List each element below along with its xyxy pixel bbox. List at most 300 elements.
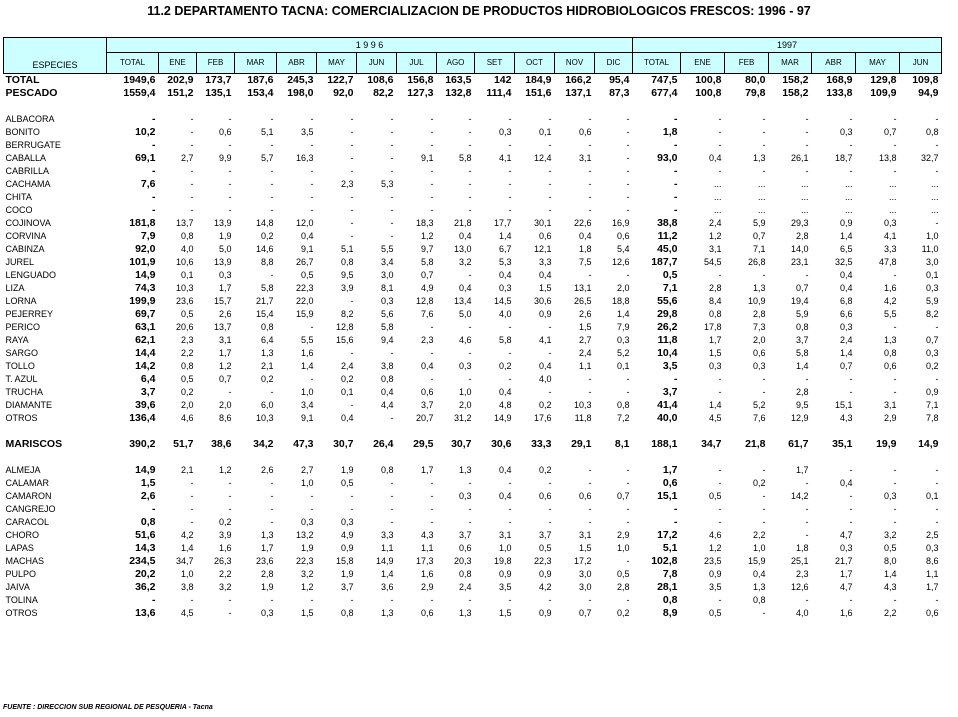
- value-cell: -: [548, 192, 552, 202]
- value-cell: -: [849, 140, 853, 150]
- value-cell: 35,1: [832, 438, 853, 450]
- value-cell: 3,5: [498, 582, 512, 592]
- value-cell: -: [270, 387, 274, 397]
- value-cell: 2,2: [883, 608, 897, 618]
- value-cell: 156,8: [407, 74, 434, 86]
- value-cell: 19,9: [876, 438, 897, 450]
- species-row: [4, 386, 942, 399]
- value-cell: -: [718, 270, 722, 280]
- value-cell: 2,9: [616, 530, 630, 540]
- value-cell: -: [935, 478, 939, 488]
- value-cell: 187,6: [247, 74, 274, 86]
- value-cell: -: [468, 270, 472, 280]
- value-cell: 0,3: [380, 296, 394, 306]
- value-cell: 11,8: [574, 413, 592, 423]
- value-cell: 129,8: [870, 74, 897, 86]
- value-cell: 33,3: [531, 438, 552, 450]
- value-cell: -: [718, 465, 722, 475]
- value-cell: 23,6: [175, 296, 194, 306]
- value-cell: -: [152, 139, 156, 151]
- value-cell: -: [152, 191, 156, 203]
- value-cell: 9,1: [300, 413, 314, 423]
- value-cell: 8,6: [218, 413, 232, 423]
- value-cell: 0,4: [498, 270, 512, 280]
- value-cell: -: [893, 166, 897, 176]
- value-cell: -: [626, 179, 630, 189]
- value-cell: 1,7: [925, 582, 939, 592]
- species-name: CABRILLA: [5, 166, 50, 176]
- value-cell: -: [228, 478, 232, 488]
- value-cell: 7,1: [925, 400, 939, 410]
- value-cell: 10,3: [573, 400, 592, 410]
- value-cell: -: [548, 140, 552, 150]
- value-cell: 92,0: [135, 243, 156, 255]
- value-cell: -: [468, 517, 472, 527]
- value-cell: 4,1: [538, 335, 552, 345]
- value-cell: 677,4: [651, 87, 678, 99]
- data-table: [3, 37, 942, 620]
- value-cell: -: [588, 478, 592, 488]
- value-cell: 0,1: [180, 270, 194, 280]
- value-cell: -: [893, 322, 897, 332]
- value-cell: -: [350, 400, 354, 410]
- value-cell: ...: [888, 205, 897, 215]
- value-cell: 158,2: [782, 87, 809, 99]
- species-name: TOLINA: [5, 595, 38, 605]
- value-cell: -: [508, 374, 512, 384]
- value-cell: 1,6: [420, 569, 434, 579]
- value-cell: -: [390, 127, 394, 137]
- value-cell: -: [190, 517, 194, 527]
- species-row: [4, 412, 942, 425]
- value-cell: 1,0: [458, 387, 472, 397]
- value-cell: 1,7: [708, 335, 722, 345]
- species-row: [4, 607, 942, 620]
- value-cell: -: [762, 140, 766, 150]
- value-cell: 21,7: [255, 296, 274, 306]
- column-header: TOTAL: [107, 53, 159, 74]
- value-cell: 34,2: [253, 438, 274, 450]
- value-cell: 5,0: [458, 309, 472, 319]
- value-cell: -: [310, 595, 314, 605]
- value-cell: -: [310, 205, 314, 215]
- value-cell: 14,4: [135, 347, 156, 359]
- value-cell: 22,0: [295, 296, 314, 306]
- value-cell: -: [762, 270, 766, 280]
- value-cell: 0,4: [498, 491, 512, 501]
- value-cell: -: [762, 504, 766, 514]
- value-cell: 0,9: [708, 569, 722, 579]
- value-cell: 0,3: [458, 361, 472, 371]
- value-cell: 0,3: [839, 322, 853, 332]
- value-cell: 0,3: [498, 127, 512, 137]
- value-cell: 30,7: [451, 438, 472, 450]
- value-cell: 2,6: [578, 309, 592, 319]
- value-cell: -: [893, 374, 897, 384]
- value-cell: -: [893, 140, 897, 150]
- value-cell: 34,7: [701, 438, 722, 450]
- value-cell: 101,9: [129, 256, 156, 268]
- species-name: PESCADO: [5, 87, 58, 99]
- value-cell: 100,8: [695, 74, 722, 86]
- value-cell: 2,0: [752, 335, 766, 345]
- header-year-1996: 1 9 9 6: [107, 38, 633, 53]
- value-cell: 4,5: [180, 608, 194, 618]
- value-cell: -: [350, 296, 354, 306]
- value-cell: 1,9: [340, 569, 354, 579]
- value-cell: 25,1: [790, 556, 809, 566]
- value-cell: 2,8: [795, 387, 809, 397]
- value-cell: 127,3: [407, 87, 434, 99]
- value-cell: 4,7: [839, 582, 853, 592]
- value-cell: 54,5: [703, 257, 722, 267]
- value-cell: 0,3: [300, 517, 314, 527]
- value-cell: 7,8: [662, 568, 678, 580]
- value-cell: 4,4: [380, 400, 394, 410]
- value-cell: 4,3: [420, 530, 434, 540]
- species-row: [4, 139, 942, 152]
- value-cell: 0,5: [538, 543, 552, 553]
- species-name: COCO: [5, 205, 33, 215]
- value-cell: ...: [930, 179, 939, 189]
- value-cell: -: [390, 348, 394, 358]
- species-row: [4, 516, 942, 529]
- value-cell: 5,8: [498, 335, 512, 345]
- value-cell: -: [468, 595, 472, 605]
- value-cell: -: [626, 114, 630, 124]
- species-name: CALAMAR: [5, 478, 50, 488]
- value-cell: -: [430, 517, 434, 527]
- value-cell: 17,7: [493, 218, 512, 228]
- value-cell: 1,5: [578, 543, 592, 553]
- value-cell: -: [190, 192, 194, 202]
- value-cell: 8,1: [614, 438, 630, 450]
- value-cell: -: [390, 166, 394, 176]
- value-cell: -: [270, 491, 274, 501]
- value-cell: 8,4: [708, 296, 722, 306]
- value-cell: 0,3: [708, 361, 722, 371]
- value-cell: 132,8: [445, 87, 472, 99]
- value-cell: 14,0: [790, 244, 809, 254]
- value-cell: 0,3: [340, 517, 354, 527]
- value-cell: 0,7: [925, 335, 939, 345]
- value-cell: -: [508, 205, 512, 215]
- value-cell: -: [508, 478, 512, 488]
- value-cell: 7,1: [752, 244, 766, 254]
- value-cell: 4,6: [458, 335, 472, 345]
- species-name: LIZA: [5, 283, 25, 293]
- value-cell: 14,2: [790, 491, 809, 501]
- value-cell: 1,6: [839, 608, 853, 618]
- value-cell: -: [310, 374, 314, 384]
- value-cell: 0,4: [839, 283, 853, 293]
- value-cell: 23,6: [255, 556, 274, 566]
- value-cell: 13,6: [135, 607, 156, 619]
- value-cell: 12,1: [533, 244, 552, 254]
- value-cell: -: [152, 204, 156, 216]
- value-cell: 6,0: [260, 400, 274, 410]
- value-cell: -: [350, 114, 354, 124]
- value-cell: -: [718, 166, 722, 176]
- value-cell: 1,3: [883, 335, 897, 345]
- value-cell: 153,4: [247, 87, 274, 99]
- value-cell: 26,3: [213, 556, 232, 566]
- value-cell: 0,8: [883, 348, 897, 358]
- value-cell: 3,5: [300, 127, 314, 137]
- value-cell: 12,8: [335, 322, 354, 332]
- column-header: JUN: [900, 53, 942, 74]
- value-cell: 0,6: [925, 608, 939, 618]
- value-cell: 0,2: [538, 400, 552, 410]
- value-cell: 5,5: [380, 244, 394, 254]
- value-cell: -: [468, 179, 472, 189]
- species-name: CABINZA: [5, 244, 45, 254]
- value-cell: -: [190, 127, 194, 137]
- value-cell: -: [548, 595, 552, 605]
- value-cell: 5,0: [218, 244, 232, 254]
- value-cell: -: [935, 374, 939, 384]
- value-cell: 1,4: [380, 569, 394, 579]
- value-cell: 1,6: [300, 348, 314, 358]
- value-cell: -: [805, 374, 809, 384]
- value-cell: 13,0: [453, 244, 472, 254]
- value-cell: -: [626, 556, 630, 566]
- value-cell: 0,4: [538, 361, 552, 371]
- value-cell: 4,6: [708, 530, 722, 540]
- value-cell: 0,2: [260, 231, 274, 241]
- species-row: [4, 464, 942, 477]
- value-cell: 9,5: [340, 270, 354, 280]
- value-cell: 4,1: [498, 153, 512, 163]
- value-cell: 0,8: [340, 257, 354, 267]
- species-row: [4, 282, 942, 295]
- value-cell: 13,4: [453, 296, 472, 306]
- value-cell: 10,3: [255, 413, 274, 423]
- value-cell: 13,1: [573, 283, 592, 293]
- value-cell: 7,9: [140, 230, 156, 242]
- value-cell: 15,7: [213, 296, 232, 306]
- value-cell: 7,5: [578, 257, 592, 267]
- value-cell: -: [935, 465, 939, 475]
- value-cell: -: [805, 270, 809, 280]
- value-cell: -: [588, 465, 592, 475]
- value-cell: -: [430, 114, 434, 124]
- value-cell: 1,4: [839, 348, 853, 358]
- value-cell: 3,8: [380, 361, 394, 371]
- value-cell: 6,4: [260, 335, 274, 345]
- value-cell: -: [468, 192, 472, 202]
- value-cell: 17,2: [573, 556, 592, 566]
- value-cell: -: [762, 114, 766, 124]
- value-cell: -: [588, 140, 592, 150]
- value-cell: -: [718, 374, 722, 384]
- species-name: PERICO: [5, 322, 41, 332]
- value-cell: -: [350, 153, 354, 163]
- species-name: ALMEJA: [5, 465, 41, 475]
- value-cell: 0,6: [662, 477, 678, 489]
- species-name: JAIVA: [5, 582, 30, 592]
- value-cell: 0,4: [578, 231, 592, 241]
- value-cell: 1,3: [260, 348, 274, 358]
- value-cell: -: [626, 504, 630, 514]
- value-cell: 2,6: [260, 465, 274, 475]
- species-row: [4, 204, 942, 217]
- value-cell: 3,7: [420, 400, 434, 410]
- value-cell: 16,3: [295, 153, 314, 163]
- value-cell: -: [849, 491, 853, 501]
- value-cell: 92,0: [333, 87, 354, 99]
- value-cell: 2,7: [300, 465, 314, 475]
- value-cell: 14,9: [493, 413, 512, 423]
- value-cell: -: [674, 373, 678, 385]
- value-cell: 14,2: [135, 360, 156, 372]
- value-cell: 0,3: [925, 348, 939, 358]
- value-cell: -: [228, 140, 232, 150]
- value-cell: 9,5: [795, 400, 809, 410]
- value-cell: 26,7: [295, 257, 314, 267]
- value-cell: 2,2: [752, 530, 766, 540]
- value-cell: -: [350, 205, 354, 215]
- value-cell: 13,9: [213, 257, 232, 267]
- value-cell: 4,1: [883, 231, 897, 241]
- value-cell: -: [350, 348, 354, 358]
- value-cell: -: [935, 218, 939, 228]
- value-cell: 6,4: [140, 373, 156, 385]
- value-cell: -: [849, 504, 853, 514]
- value-cell: -: [805, 127, 809, 137]
- value-cell: -: [270, 205, 274, 215]
- value-cell: 21,7: [834, 556, 853, 566]
- value-cell: 1,0: [925, 231, 939, 241]
- value-cell: 234,5: [129, 555, 156, 567]
- value-cell: 11,2: [657, 230, 678, 242]
- value-cell: 0,5: [180, 309, 194, 319]
- value-cell: 1,0: [300, 387, 314, 397]
- value-cell: 7,1: [662, 282, 678, 294]
- value-cell: 5,1: [662, 542, 678, 554]
- species-row: [4, 243, 942, 256]
- value-cell: 15,1: [834, 400, 853, 410]
- species-row: [4, 542, 942, 555]
- value-cell: 74,3: [135, 282, 156, 294]
- species-name: LENGUADO: [5, 270, 57, 280]
- value-cell: 0,5: [883, 543, 897, 553]
- value-cell: ...: [844, 205, 853, 215]
- value-cell: 0,6: [752, 348, 766, 358]
- value-cell: 0,4: [340, 413, 354, 423]
- value-cell: 1,3: [752, 582, 766, 592]
- value-cell: 12,6: [611, 257, 630, 267]
- value-cell: 2,8: [752, 309, 766, 319]
- value-cell: 3,1: [498, 530, 512, 540]
- value-cell: 2,4: [839, 335, 853, 345]
- value-cell: 3,2: [883, 530, 897, 540]
- value-cell: 39,6: [135, 399, 156, 411]
- value-cell: -: [674, 503, 678, 515]
- value-cell: 0,8: [925, 127, 939, 137]
- value-cell: -: [270, 504, 274, 514]
- value-cell: 4,9: [340, 530, 354, 540]
- value-cell: -: [935, 595, 939, 605]
- species-row: [4, 594, 942, 607]
- value-cell: 0,8: [458, 569, 472, 579]
- species-row: [4, 568, 942, 581]
- value-cell: -: [430, 192, 434, 202]
- value-cell: -: [718, 127, 722, 137]
- species-name: TRUCHA: [5, 387, 43, 397]
- value-cell: ...: [800, 192, 809, 202]
- value-cell: 747,5: [651, 74, 678, 86]
- value-cell: 4,2: [180, 530, 194, 540]
- value-cell: 1,1: [380, 543, 394, 553]
- value-cell: 2,1: [180, 465, 194, 475]
- value-cell: 9,4: [380, 335, 394, 345]
- species-row: [4, 581, 942, 594]
- value-cell: 13,7: [175, 218, 194, 228]
- value-cell: 1,3: [752, 153, 766, 163]
- value-cell: -: [674, 165, 678, 177]
- value-cell: -: [508, 595, 512, 605]
- value-cell: -: [430, 595, 434, 605]
- value-cell: -: [548, 179, 552, 189]
- value-cell: 1,9: [260, 582, 274, 592]
- value-cell: 136,4: [129, 412, 156, 424]
- value-cell: 0,8: [140, 516, 156, 528]
- value-cell: -: [893, 504, 897, 514]
- value-cell: 0,7: [420, 270, 434, 280]
- value-cell: -: [805, 114, 809, 124]
- value-cell: -: [626, 270, 630, 280]
- value-cell: -: [508, 140, 512, 150]
- value-cell: 15,4: [255, 309, 274, 319]
- value-cell: -: [805, 595, 809, 605]
- value-cell: -: [310, 179, 314, 189]
- value-cell: 0,4: [498, 387, 512, 397]
- value-cell: 1,2: [708, 543, 722, 553]
- value-cell: 79,8: [745, 87, 766, 99]
- species-row: [4, 399, 942, 412]
- value-cell: -: [468, 348, 472, 358]
- value-cell: 0,8: [340, 608, 354, 618]
- value-cell: -: [390, 491, 394, 501]
- summary-row: [4, 87, 942, 100]
- value-cell: 5,3: [380, 179, 394, 189]
- value-cell: 109,8: [912, 74, 939, 86]
- value-cell: -: [152, 594, 156, 606]
- value-cell: 13,7: [213, 322, 232, 332]
- spacer-row: [4, 451, 942, 464]
- value-cell: 2,2: [180, 348, 194, 358]
- value-cell: 0,8: [260, 322, 274, 332]
- value-cell: -: [626, 374, 630, 384]
- value-cell: 0,5: [300, 270, 314, 280]
- value-cell: -: [588, 374, 592, 384]
- value-cell: -: [468, 114, 472, 124]
- species-row: [4, 490, 942, 503]
- value-cell: -: [626, 166, 630, 176]
- value-cell: 2,4: [340, 361, 354, 371]
- value-cell: 245,3: [287, 74, 314, 86]
- value-cell: 151,2: [167, 87, 194, 99]
- value-cell: 15,9: [747, 556, 766, 566]
- value-cell: -: [548, 517, 552, 527]
- value-cell: ...: [757, 205, 766, 215]
- value-cell: -: [718, 517, 722, 527]
- value-cell: 1,1: [420, 543, 434, 553]
- value-cell: 1559,4: [123, 87, 156, 99]
- value-cell: -: [548, 166, 552, 176]
- value-cell: 0,8: [795, 322, 809, 332]
